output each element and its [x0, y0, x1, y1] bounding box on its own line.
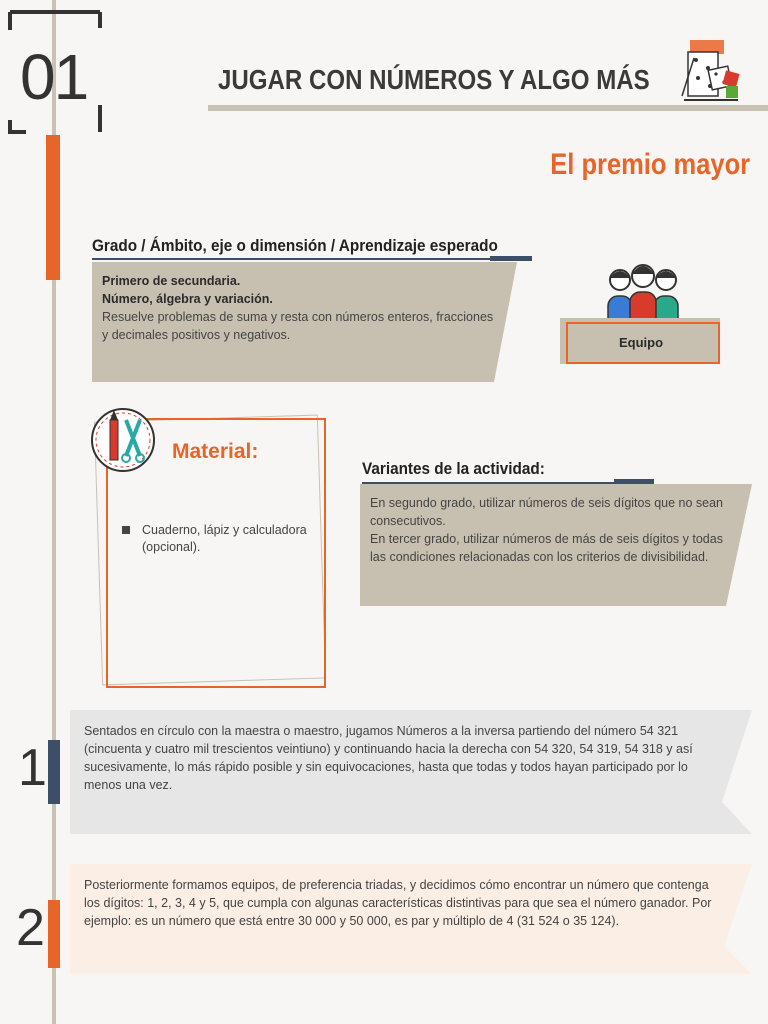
material-item: Cuaderno, lápiz y calculadora (opcional). — [142, 523, 307, 554]
material-heading: Material: — [172, 440, 259, 463]
grade-heading-accent — [490, 256, 532, 261]
variants-box — [370, 494, 736, 566]
variant-line: En segundo grado, utilizar números de seis dígitos que no sean consecutivos. — [370, 496, 724, 528]
team-label: Equipo — [618, 335, 664, 350]
grade-learning: Resuelve problemas de suma y resta con números enteros, fracciones y decimales positivos y negativos. — [102, 310, 494, 342]
title-underline — [208, 105, 768, 111]
step-2-marker — [48, 900, 60, 968]
grade-level: Primero de secundaria. — [102, 274, 241, 288]
page-title: JUGAR CON NÚMEROS Y ALGO MÁS — [218, 64, 650, 95]
dice-icon — [680, 38, 742, 102]
step-2-text: Posteriormente formamos equipos, de preferencia triadas, y decidimos cómo encontrar un número que contenga los dígitos: 1, 2, 3, 4 y 5, que cumpla con algunas características distintivas para que sea el número ganador. Por ejemplo: es un número que está entre 30 000 y 50 000, es par y múltiplo de 4 (31 524 o 35 124). — [84, 878, 712, 928]
step-1-number: 1 — [18, 739, 47, 797]
variant-line: En tercer grado, utilizar números de más de seis dígitos y todas las condiciones relacionadas con los criterios de divisibilidad. — [370, 532, 723, 564]
activity-title: El premio mayor — [550, 148, 750, 181]
grade-heading-underline — [92, 258, 532, 260]
grade-heading: Grado / Ámbito, eje o dimensión / Aprendizaje esperado — [92, 236, 498, 255]
grade-axis: Número, álgebra y variación. — [102, 292, 273, 306]
grade-box — [102, 272, 502, 344]
step-2-number: 2 — [16, 899, 45, 957]
variants-heading: Variantes de la actividad: — [362, 459, 545, 478]
chapter-number: 01 — [20, 41, 88, 113]
step-1-text: Sentados en círculo con la maestra o maestro, jugamos Números a la inversa partiendo del número 54 321 (cincuenta y cuatro mil trescientos veintiuno) y continuando hacia la derecha con 54 320, 54 319, 54 318 y así sucesivamente, lo más rápido posible y sin equivocaciones, hasta que todas y todos hayan participado por lo menos una vez. — [84, 724, 693, 792]
bullet-square-icon — [122, 526, 130, 534]
step-1-marker — [48, 740, 60, 804]
timeline-accent-orange — [46, 135, 60, 280]
tools-icon — [90, 396, 156, 486]
